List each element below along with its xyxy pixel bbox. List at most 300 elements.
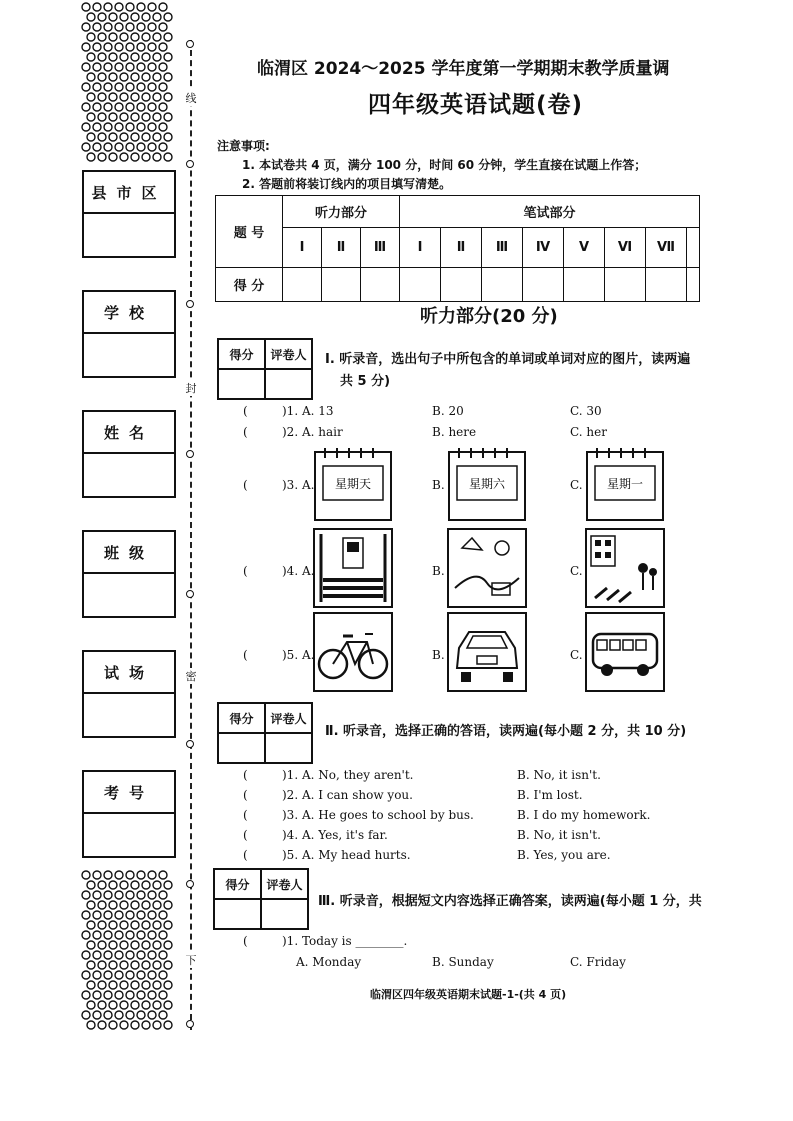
pattern-dot [137,991,145,999]
paren: ( [243,848,248,862]
pattern-dot [109,1001,117,1009]
pattern-dot [142,133,150,141]
written-group-header: 笔试部分 [400,196,700,228]
pattern-dot [131,133,139,141]
binding-dot [186,880,194,888]
pattern-dot [93,83,101,91]
binding-char-xian: 线 [183,90,199,106]
paren: ( [243,788,248,802]
pattern-dot [159,63,167,71]
bicycle-icon [313,612,393,692]
pattern-dot [142,921,150,929]
pattern-dot [87,93,95,101]
grader-reviewer-label: 评卷人 [270,347,307,362]
pattern-dot [159,143,167,151]
col-written-5: Ⅴ [564,228,605,268]
pattern-dot [82,143,90,151]
field-class[interactable] [82,530,176,618]
grader-box-2 [217,702,313,764]
pattern-dot [93,23,101,31]
col-written-1: Ⅰ [400,228,441,268]
col-written-4: Ⅳ [523,228,564,268]
binding-dot [186,590,194,598]
pattern-dot [87,113,95,121]
pattern-dot [104,1011,112,1019]
pattern-dot [93,991,101,999]
pattern-dot [115,123,123,131]
pattern-dot [98,901,106,909]
pattern-dot [153,93,161,101]
pattern-dot [159,991,167,999]
pattern-dot [109,53,117,61]
paren: ( [243,404,248,418]
pattern-dot [142,1001,150,1009]
pattern-dot [104,911,112,919]
pattern-dot [93,1011,101,1019]
col-listening-1: Ⅰ [283,228,322,268]
pattern-dot [164,93,172,101]
score-cell[interactable] [564,268,605,302]
pattern-dot [93,143,101,151]
binding-char-mi: 密 [183,668,199,684]
park-map-icon [447,528,527,608]
note-item: 2. 答题前将装订线内的项目填写清楚。 [242,177,452,191]
pattern-dot [142,941,150,949]
col-cut [687,228,700,268]
listening-group-header: 听力部分 [283,196,400,228]
pattern-dot [126,911,134,919]
field-exam-number-label: 考号 [84,772,174,814]
pattern-dot [115,103,123,111]
pattern-dot [115,63,123,71]
pattern-dot [115,971,123,979]
pattern-dot [115,891,123,899]
pattern-dot [131,901,139,909]
pattern-dot [164,113,172,121]
score-cell[interactable] [523,268,564,302]
pattern-dot [159,951,167,959]
pattern-dot [159,891,167,899]
pattern-dot [164,921,172,929]
pattern-dot [153,33,161,41]
pattern-dot [120,961,128,969]
pattern-dot [148,971,156,979]
pattern-dot [104,931,112,939]
pattern-dot [148,1011,156,1019]
grader-score-cell[interactable] [215,900,262,930]
pattern-dot [98,33,106,41]
pattern-dot [109,153,117,161]
score-table-header-label: 题 号 [216,196,283,268]
pattern-dot [142,981,150,989]
score-cell[interactable] [646,268,687,302]
pattern-dot [148,931,156,939]
pattern-dot [137,63,145,71]
pattern-dot [131,981,139,989]
pattern-dot [82,123,90,131]
pattern-dot [120,113,128,121]
pattern-dot [126,43,134,51]
grader-box-3 [213,868,309,930]
pattern-dot [109,133,117,141]
pattern-dot [115,3,123,11]
pattern-dot [115,23,123,31]
p1-q5-label-c: C. [570,648,583,662]
p2-q5-option-a: )5. A. My head hurts. [282,848,411,862]
pattern-dot [87,881,95,889]
binding-dot [186,160,194,168]
car-icon [447,612,527,692]
pattern-dot [137,951,145,959]
pattern-dot [153,941,161,949]
pattern-dot [159,23,167,31]
grader-score-label: 得分 [219,340,266,368]
score-cell[interactable] [605,268,646,302]
score-cell[interactable] [361,268,400,302]
pattern-dot [82,63,90,71]
pattern-dot [137,143,145,151]
pattern-dot [131,153,139,161]
p1-q5-label-a: )5. A. [282,648,315,662]
field-county-label: 县市区 [84,172,174,214]
pattern-dot [115,991,123,999]
pattern-dot [126,83,134,91]
pattern-dot [93,891,101,899]
pattern-dot [87,133,95,141]
paren: ( [243,648,248,662]
p1-q4-label-b: B. [432,564,445,578]
pattern-dot [115,931,123,939]
p1-q2-option-a: )2. A. hair [282,425,343,439]
pattern-dot [137,43,145,51]
binding-char-xia: 下 [183,952,199,968]
pattern-dot [120,1001,128,1009]
paren: ( [243,768,248,782]
dot-pattern-bottom [80,870,175,1030]
p3-q1-option-a: A. Monday [296,955,362,969]
pattern-dot [104,43,112,51]
score-cell[interactable] [322,268,361,302]
pattern-dot [153,881,161,889]
pattern-dot [126,991,134,999]
p1-q3-label-b: B. [432,478,445,492]
pattern-dot [142,1021,150,1029]
p1-q1-option-c: C. 30 [570,404,602,418]
grader-score-cell[interactable] [219,370,266,400]
pattern-dot [109,13,117,21]
p3-q1-option-c: C. Friday [570,955,626,969]
pattern-dot [109,981,117,989]
pattern-dot [93,123,101,131]
pattern-dot [126,951,134,959]
col-listening-3: Ⅲ [361,228,400,268]
pattern-dot [120,73,128,81]
col-written-3: Ⅲ [482,228,523,268]
pattern-dot [159,911,167,919]
pattern-dot [115,911,123,919]
pattern-dot [142,901,150,909]
field-exam-number[interactable] [82,770,176,858]
pattern-dot [153,961,161,969]
pattern-dot [82,103,90,111]
pattern-dot [120,981,128,989]
pattern-dot [153,153,161,161]
p2-q1-option-a: )1. A. No, they aren't. [282,768,414,782]
pattern-dot [87,901,95,909]
pattern-dot [159,871,167,879]
field-exam-room-label: 试场 [84,652,174,694]
grader-reviewer-cell[interactable] [266,734,311,764]
pattern-dot [87,921,95,929]
field-school-label: 学校 [84,292,174,334]
pattern-dot [164,901,172,909]
pattern-dot [153,1001,161,1009]
pattern-dot [82,871,90,879]
pattern-dot [120,901,128,909]
binding-dot [186,40,194,48]
pattern-dot [148,871,156,879]
pattern-dot [164,941,172,949]
pattern-dot [131,53,139,61]
pattern-dot [148,911,156,919]
pattern-dot [109,1021,117,1029]
pattern-dot [137,911,145,919]
part1-heading: Ⅰ. 听录音，选出句子中所包含的单词或单词对应的图片，读两遍 [325,352,691,367]
pattern-dot [131,73,139,81]
pattern-dot [120,921,128,929]
pattern-dot [109,33,117,41]
pattern-dot [126,63,134,71]
grader-score-cell[interactable] [219,734,266,764]
calendar-monday-icon [585,446,667,524]
pattern-dot [109,113,117,121]
score-cell[interactable] [400,268,441,302]
field-name[interactable] [82,410,176,498]
pattern-dot [120,881,128,889]
pattern-dot [82,931,90,939]
binding-dot [186,740,194,748]
pattern-dot [159,43,167,51]
pattern-dot [164,881,172,889]
pattern-dot [87,941,95,949]
score-cell[interactable] [482,268,523,302]
field-county[interactable] [82,170,176,258]
pattern-dot [153,133,161,141]
col-listening-2: Ⅱ [322,228,361,268]
street-crossing-icon [585,528,665,608]
p2-q5-option-b: B. Yes, you are. [517,848,611,862]
pattern-dot [137,3,145,11]
pattern-dot [153,73,161,81]
pattern-dot [142,53,150,61]
calendar-saturday-icon [447,446,529,524]
exam-title-line: 临渭区 2024～2025 学年度第一学期期末教学质量调 [257,59,670,79]
pattern-dot [126,3,134,11]
pattern-dot [109,921,117,929]
pattern-dot [153,13,161,21]
pattern-dot [153,981,161,989]
pattern-dot [153,113,161,121]
pattern-dot [164,981,172,989]
grader-reviewer-cell[interactable] [266,370,311,400]
pattern-dot [109,93,117,101]
pattern-dot [164,1001,172,1009]
pattern-dot [137,23,145,31]
pattern-dot [98,1021,106,1029]
pattern-dot [87,53,95,61]
score-cell[interactable] [441,268,482,302]
pattern-dot [120,53,128,61]
pattern-dot [131,961,139,969]
pattern-dot [159,83,167,91]
pattern-dot [87,33,95,41]
pattern-dot [87,1001,95,1009]
score-table [215,195,700,302]
binding-dot [186,1020,194,1028]
field-school[interactable] [82,290,176,378]
pattern-dot [142,113,150,121]
pattern-dot [104,23,112,31]
pattern-dot [109,901,117,909]
part1-heading-cont: 共 5 分) [340,374,391,389]
score-row-label: 得 分 [216,268,283,302]
pattern-dot [126,871,134,879]
pattern-dot [98,961,106,969]
binding-dot [186,300,194,308]
grader-reviewer-cell[interactable] [262,900,307,930]
pattern-dot [142,73,150,81]
pattern-dot [98,93,106,101]
pattern-dot [148,143,156,151]
p1-q1-option-a: )1. A. 13 [282,404,334,418]
pattern-dot [137,871,145,879]
field-exam-room[interactable] [82,650,176,738]
grader-score-label: 得分 [215,870,262,898]
pattern-dot [104,103,112,111]
p2-q3-option-b: B. I do my homework. [517,808,651,822]
pattern-dot [148,103,156,111]
pattern-dot [159,931,167,939]
pattern-dot [109,73,117,81]
pattern-dot [142,33,150,41]
paren: ( [243,808,248,822]
pattern-dot [120,1021,128,1029]
pattern-dot [137,931,145,939]
p2-q4-option-b: B. No, it isn't. [517,828,601,842]
pattern-dot [142,93,150,101]
pattern-dot [164,13,172,21]
pattern-dot [93,911,101,919]
p3-q1-stem: )1. Today is ________. [282,934,408,948]
pattern-dot [131,33,139,41]
p1-q4-label-a: )4. A. [282,564,315,578]
pattern-dot [93,951,101,959]
pattern-dot [159,971,167,979]
pattern-dot [120,153,128,161]
p2-q4-option-a: )4. A. Yes, it's far. [282,828,388,842]
pattern-dot [148,991,156,999]
pattern-dot [93,971,101,979]
pattern-dot [137,971,145,979]
score-cell[interactable] [687,268,700,302]
pattern-dot [142,961,150,969]
pattern-dot [87,961,95,969]
pattern-dot [82,991,90,999]
pattern-dot [153,921,161,929]
binding-char-feng: 封 [183,380,199,396]
p1-q4-label-c: C. [570,564,583,578]
pattern-dot [131,113,139,121]
pattern-dot [164,153,172,161]
pattern-dot [131,1001,139,1009]
pattern-dot [148,891,156,899]
pattern-dot [148,951,156,959]
pattern-dot [93,931,101,939]
pattern-dot [164,53,172,61]
pattern-dot [82,43,90,51]
pattern-dot [153,53,161,61]
pattern-dot [109,881,117,889]
p2-q3-option-a: )3. A. He goes to school by bus. [282,808,474,822]
pattern-dot [82,1011,90,1019]
pattern-dot [98,153,106,161]
pattern-dot [159,103,167,111]
pattern-dot [120,13,128,21]
paren: ( [243,425,248,439]
score-cell[interactable] [283,268,322,302]
p1-q3-label-a: )3. A. [282,478,315,492]
pattern-dot [82,951,90,959]
pattern-dot [104,143,112,151]
pattern-dot [93,103,101,111]
pattern-dot [148,3,156,11]
pattern-dot [137,123,145,131]
pattern-dot [131,1021,139,1029]
pattern-dot [120,33,128,41]
pattern-dot [131,921,139,929]
p3-q1-option-b: B. Sunday [432,955,494,969]
pattern-dot [164,33,172,41]
page-footer: 临渭区四年级英语期末试题-1-(共 4 页) [370,988,567,1001]
p2-q1-option-b: B. No, it isn't. [517,768,601,782]
pattern-dot [104,63,112,71]
pattern-dot [104,971,112,979]
pattern-dot [131,941,139,949]
pattern-dot [98,13,106,21]
pattern-dot [115,871,123,879]
pattern-dot [164,73,172,81]
pattern-dot [87,153,95,161]
pattern-dot [104,3,112,11]
p1-q5-label-b: B. [432,648,445,662]
pattern-dot [98,921,106,929]
pattern-dot [115,1011,123,1019]
paren: ( [243,934,248,948]
p1-q2-option-c: C. her [570,425,607,439]
paren: ( [243,564,248,578]
pattern-dot [98,941,106,949]
pattern-dot [93,43,101,51]
pattern-dot [153,1021,161,1029]
pattern-dot [104,891,112,899]
pattern-dot [98,133,106,141]
pattern-dot [142,13,150,21]
pattern-dot [126,23,134,31]
p1-q1-option-b: B. 20 [432,404,464,418]
pattern-dot [131,881,139,889]
pattern-dot [98,1001,106,1009]
p2-q2-option-b: B. I'm lost. [517,788,583,802]
